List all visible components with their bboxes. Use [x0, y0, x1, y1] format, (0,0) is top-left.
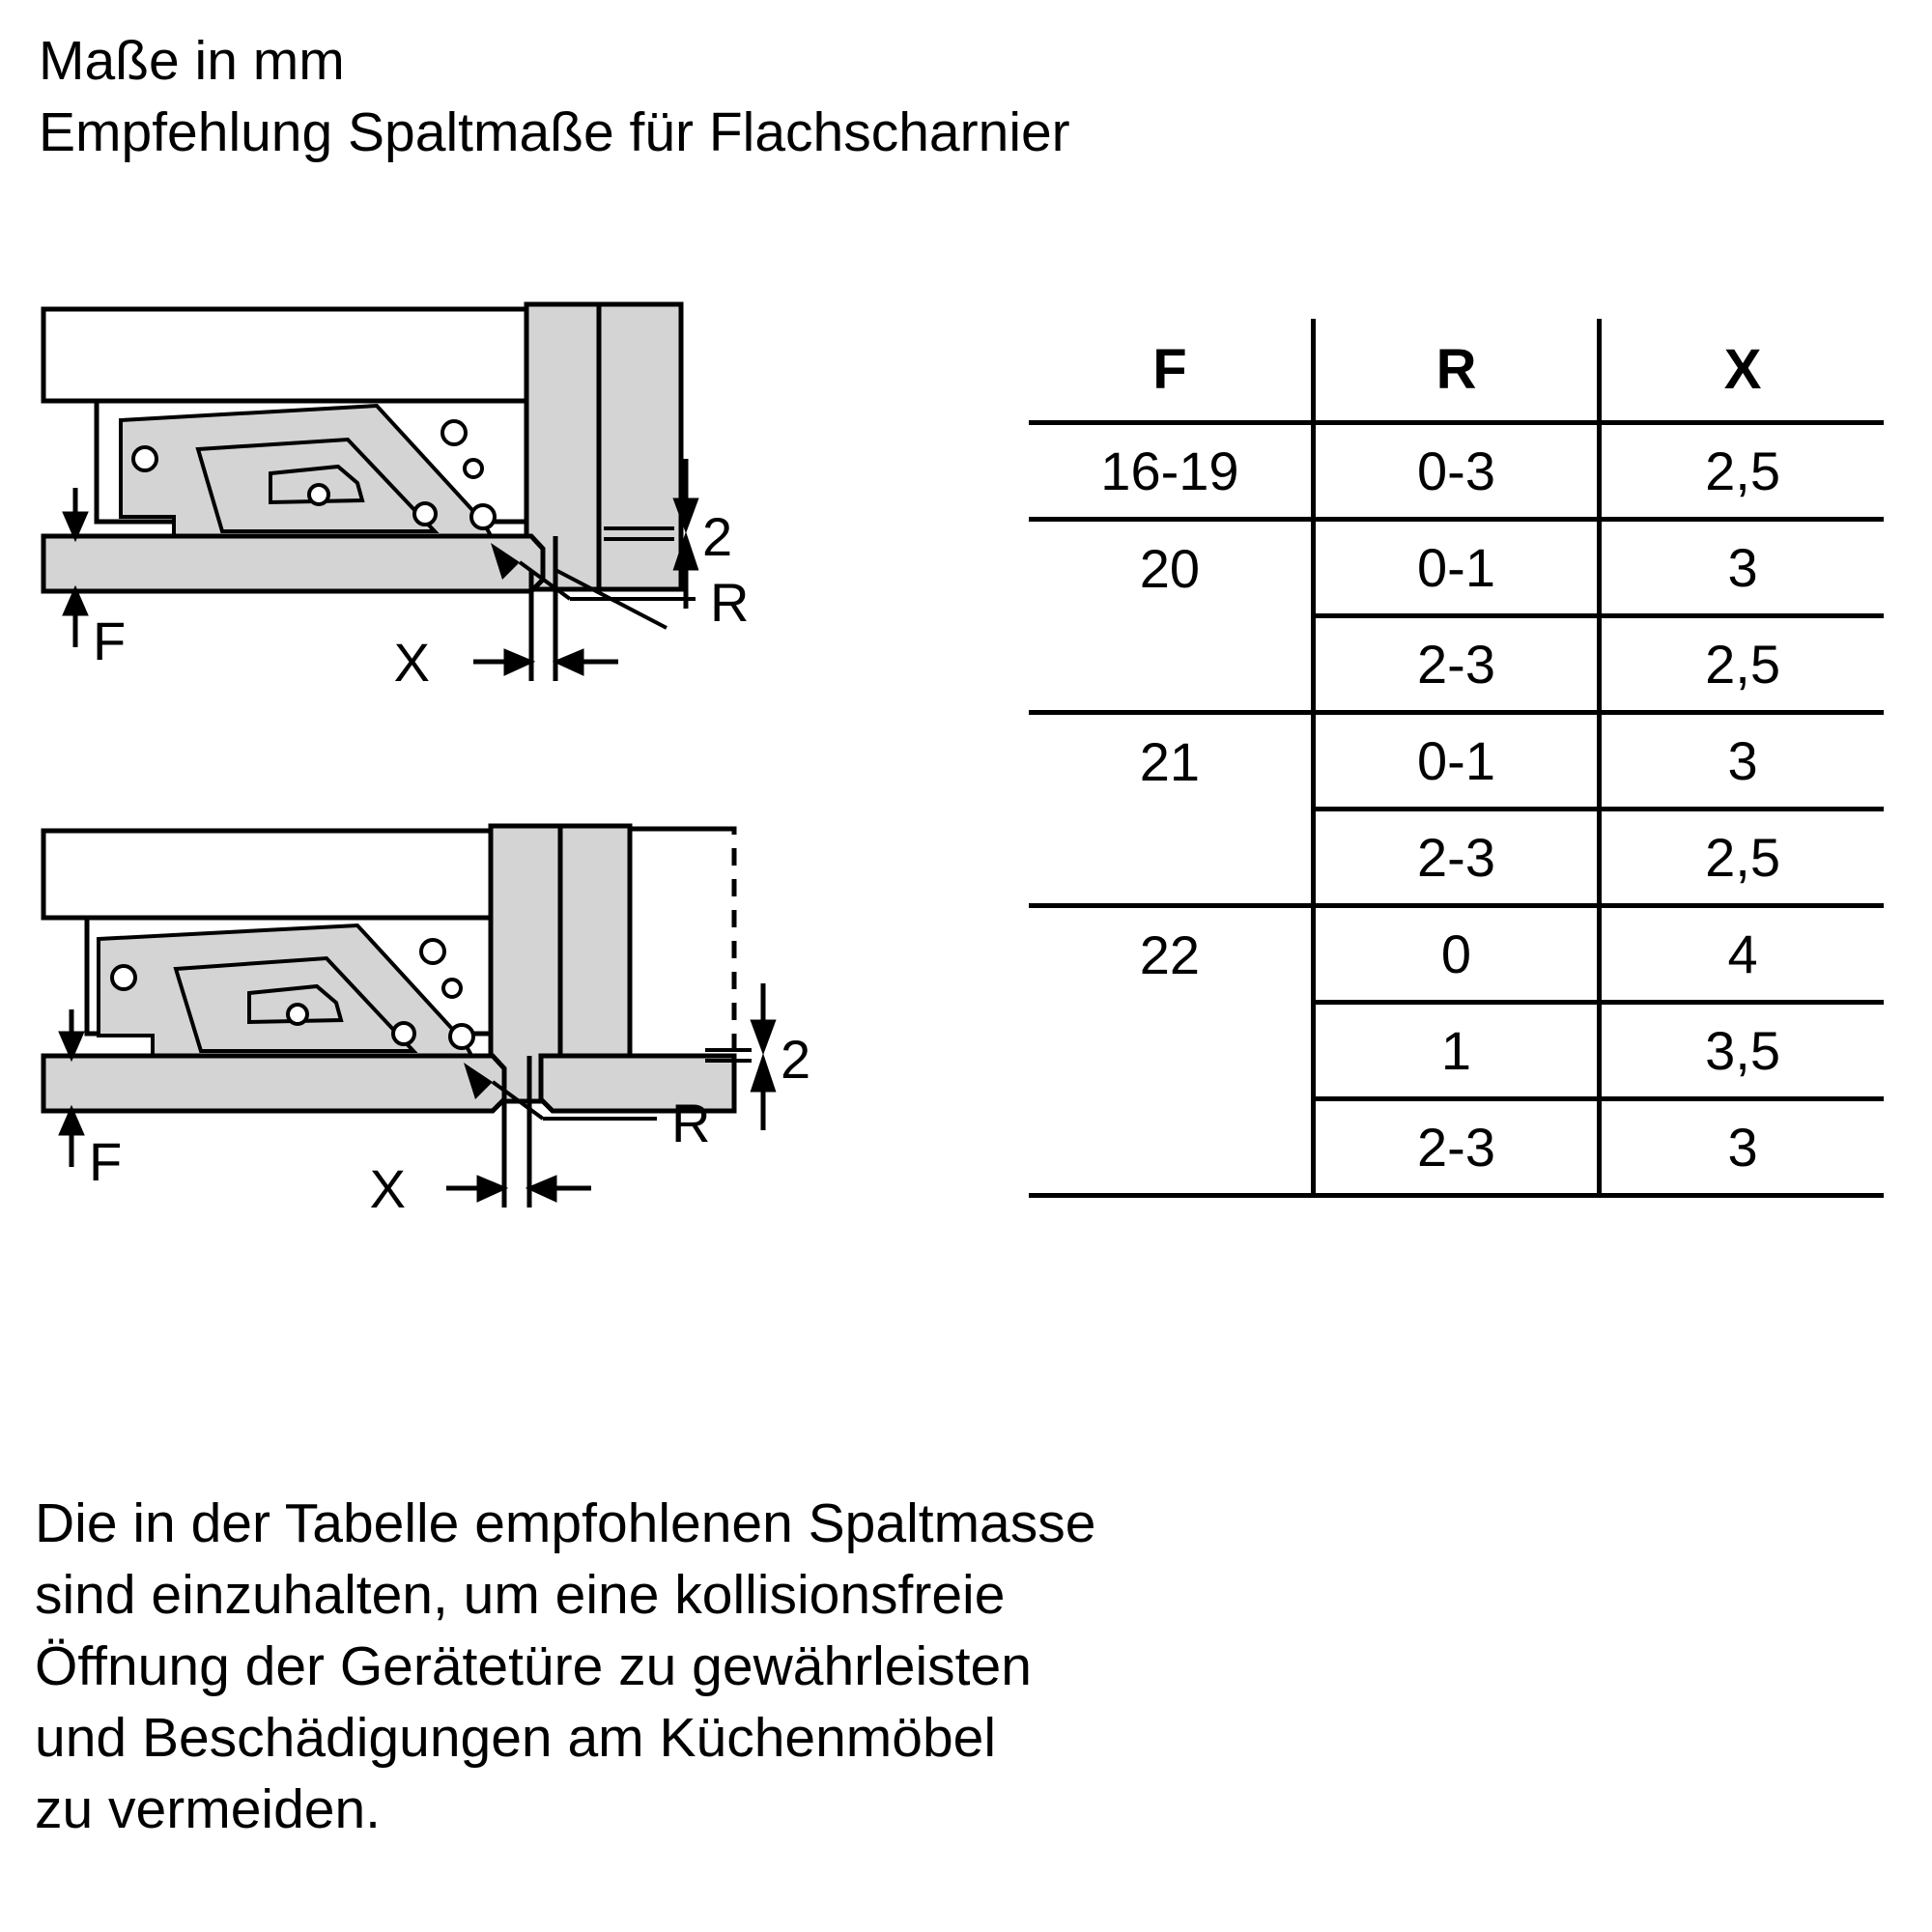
- cell-r: 1: [1313, 1003, 1599, 1099]
- cell-r: 2-3: [1313, 810, 1599, 906]
- closing-line-4: und Beschädigungen am Küchenmöbel: [35, 1707, 997, 1769]
- door-panel-bottom-left: [43, 1056, 504, 1111]
- header-x: X: [1600, 319, 1884, 423]
- header-r: R: [1313, 319, 1599, 423]
- cell-f: 21: [1029, 713, 1313, 810]
- spaltmasse-table: [1029, 319, 1884, 1198]
- cell-f: 22: [1029, 906, 1313, 1003]
- door-panel-top: [43, 536, 543, 591]
- cell-r: 0-3: [1313, 423, 1599, 520]
- top-panel-gray-vertical: [526, 304, 681, 589]
- cell-f: [1029, 810, 1313, 906]
- cell-x: 2,5: [1600, 616, 1884, 713]
- closing-line-2: sind einzuhalten, um eine kollisionsfreie: [35, 1564, 1006, 1626]
- cell-r: 0: [1313, 906, 1599, 1003]
- table-row: [1029, 810, 1884, 906]
- header-f: F: [1029, 319, 1313, 423]
- label-2-bottom: 2: [781, 1029, 811, 1090]
- page-title: Maße in mm: [39, 30, 345, 92]
- diagram-flat-hinge-top: [29, 290, 898, 811]
- label-x-top: X: [393, 632, 430, 693]
- heading-block: [39, 25, 1826, 168]
- label-f-top: F: [93, 611, 127, 671]
- cell-r: 0-1: [1313, 713, 1599, 810]
- cell-f: [1029, 1099, 1313, 1196]
- closing-line-1: Die in der Tabelle empfohlenen Spaltmasse: [35, 1492, 1096, 1554]
- cell-x: 3: [1600, 520, 1884, 616]
- label-2-top: 2: [702, 506, 733, 567]
- closing-line-3: Öffnung der Gerätetüre zu gewährleisten: [35, 1635, 1032, 1697]
- cell-x: 3,5: [1600, 1003, 1884, 1099]
- table-row: [1029, 520, 1884, 616]
- page-subtitle: Empfehlung Spaltmaße für Flachscharnier: [39, 101, 1070, 163]
- table-row: [1029, 1099, 1884, 1196]
- table-row: [1029, 1003, 1884, 1099]
- label-r-top: R: [710, 572, 750, 633]
- table-row: [1029, 616, 1884, 713]
- label-f-bottom: F: [89, 1131, 123, 1192]
- cell-r: 0-1: [1313, 520, 1599, 616]
- cell-x: 4: [1600, 906, 1884, 1003]
- cell-f: [1029, 616, 1313, 713]
- cell-f: [1029, 1003, 1313, 1099]
- table-row: [1029, 713, 1884, 810]
- cell-f: 16-19: [1029, 423, 1313, 520]
- table-row: [1029, 423, 1884, 520]
- table-row: [1029, 906, 1884, 1003]
- label-r-bottom: R: [671, 1093, 711, 1153]
- cell-x: 3: [1600, 1099, 1884, 1196]
- closing-paragraph: [35, 1488, 1870, 1845]
- cell-f: 20: [1029, 520, 1313, 616]
- label-x-bottom: X: [369, 1158, 406, 1219]
- closing-line-5: zu vermeiden.: [35, 1778, 382, 1840]
- diagram-flat-hinge-bottom: [29, 811, 898, 1352]
- cell-x: 2,5: [1600, 423, 1884, 520]
- cell-x: 2,5: [1600, 810, 1884, 906]
- top-cabinet-body: [43, 309, 526, 401]
- cell-r: 2-3: [1313, 616, 1599, 713]
- cell-x: 3: [1600, 713, 1884, 810]
- cell-r: 2-3: [1313, 1099, 1599, 1196]
- table-header-row: [1029, 319, 1884, 423]
